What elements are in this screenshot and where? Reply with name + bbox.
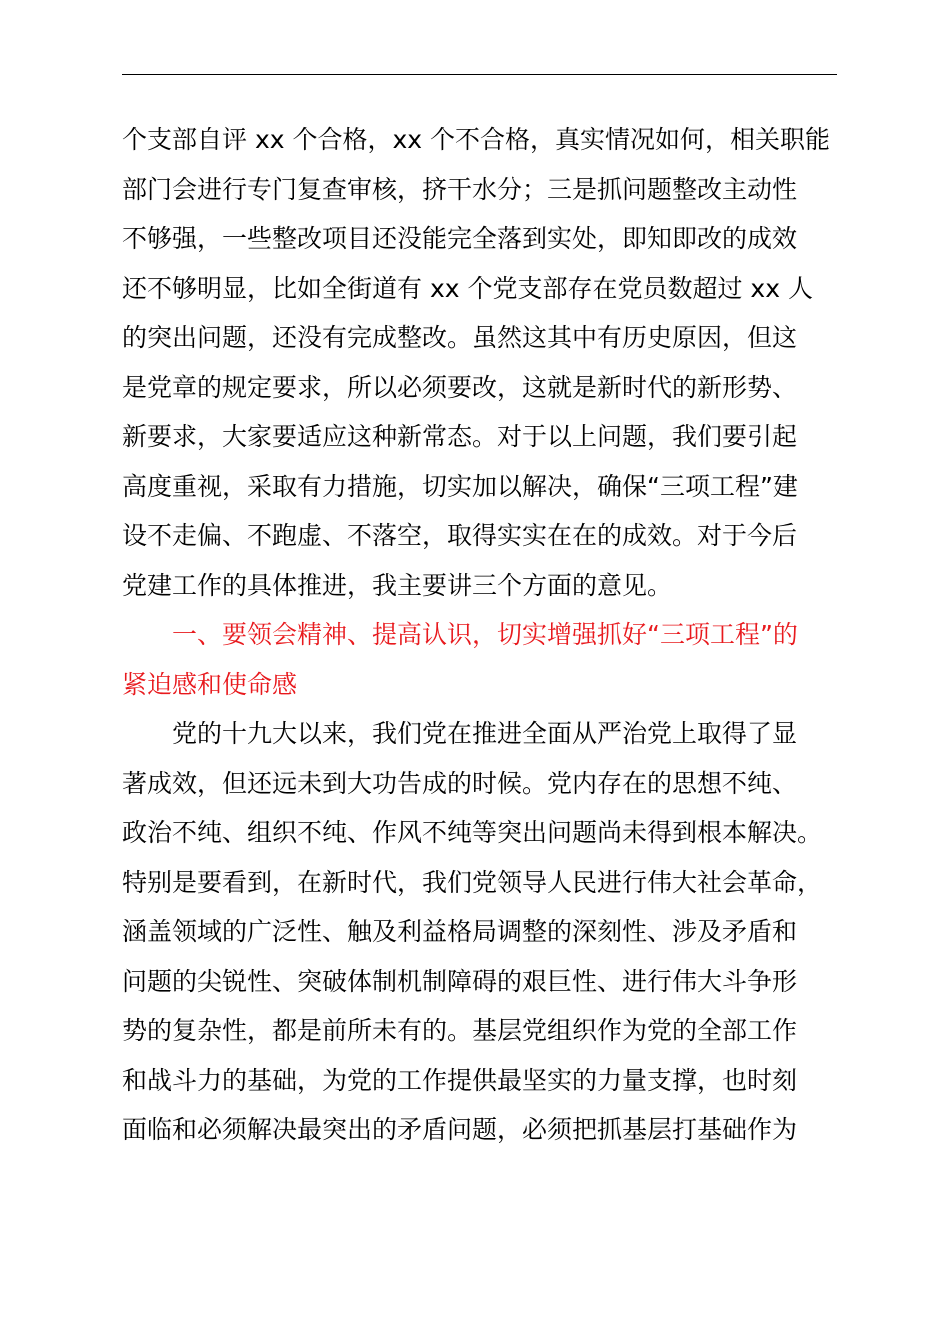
document-body xyxy=(122,115,862,1155)
text-line: 高度重视，采取有力措施，切实加以解决，确保“三项工程”建 xyxy=(122,471,798,501)
text-line: 是党章的规定要求，所以必须要改，这就是新时代的新形势、 xyxy=(122,372,798,402)
header-rule xyxy=(122,74,837,75)
section-heading-1 xyxy=(122,610,862,709)
text-line: 个支部自评 xx 个合格，xx 个不合格，真实情况如何，相关职能 xyxy=(122,125,831,154)
text-line: 涵盖领域的广泛性、触及利益格局调整的深刻性、涉及矛盾和 xyxy=(122,917,798,946)
text-line: 的突出问题，还没有完成整改。虽然这其中有历史原因，但这 xyxy=(122,323,798,352)
text-line: 设不走偏、不跑虚、不落空，取得实实在在的成效。对于今后 xyxy=(122,521,798,550)
text-line: 党建工作的具体推进，我主要讲三个方面的意见。 xyxy=(122,570,673,600)
text-line: 特别是要看到，在新时代，我们党领导人民进行伟大社会革命， xyxy=(122,867,823,897)
text-line: 和战斗力的基础，为党的工作提供最坚实的力量支撑，也时刻 xyxy=(122,1065,798,1095)
heading-line: 一、要领会精神、提高认识，切实增强抓好“三项工程”的 xyxy=(172,620,798,649)
heading-line: 紧迫感和使命感 xyxy=(122,669,298,699)
text-line: 政治不纯、组织不纯、作风不纯等突出问题尚未得到根本解决。 xyxy=(122,818,823,847)
text-line: 面临和必须解决最突出的矛盾问题，必须把抓基层打基础作为 xyxy=(122,1115,798,1144)
text-line: 党的十九大以来，我们党在推进全面从严治党上取得了显 xyxy=(172,719,798,748)
text-line: 部门会进行专门复查审核，挤干水分；三是抓问题整改主动性 xyxy=(122,174,798,204)
text-line: 新要求，大家要适应这种新常态。对于以上问题，我们要引起 xyxy=(122,422,798,451)
paragraph-continuation xyxy=(122,115,862,610)
text-line: 势的复杂性，都是前所未有的。基层党组织作为党的全部工作 xyxy=(122,1016,798,1045)
text-line: 著成效，但还远未到大功告成的时候。党内存在的思想不纯、 xyxy=(122,768,798,798)
paragraph-section-1 xyxy=(122,709,862,1155)
text-line: 还不够明显，比如全街道有 xx 个党支部存在党员数超过 xx 人 xyxy=(122,273,813,303)
text-line: 问题的尖锐性、突破体制机制障碍的艰巨性、进行伟大斗争形 xyxy=(122,966,798,996)
text-line: 不够强，一些整改项目还没能完全落到实处，即知即改的成效 xyxy=(122,224,798,253)
